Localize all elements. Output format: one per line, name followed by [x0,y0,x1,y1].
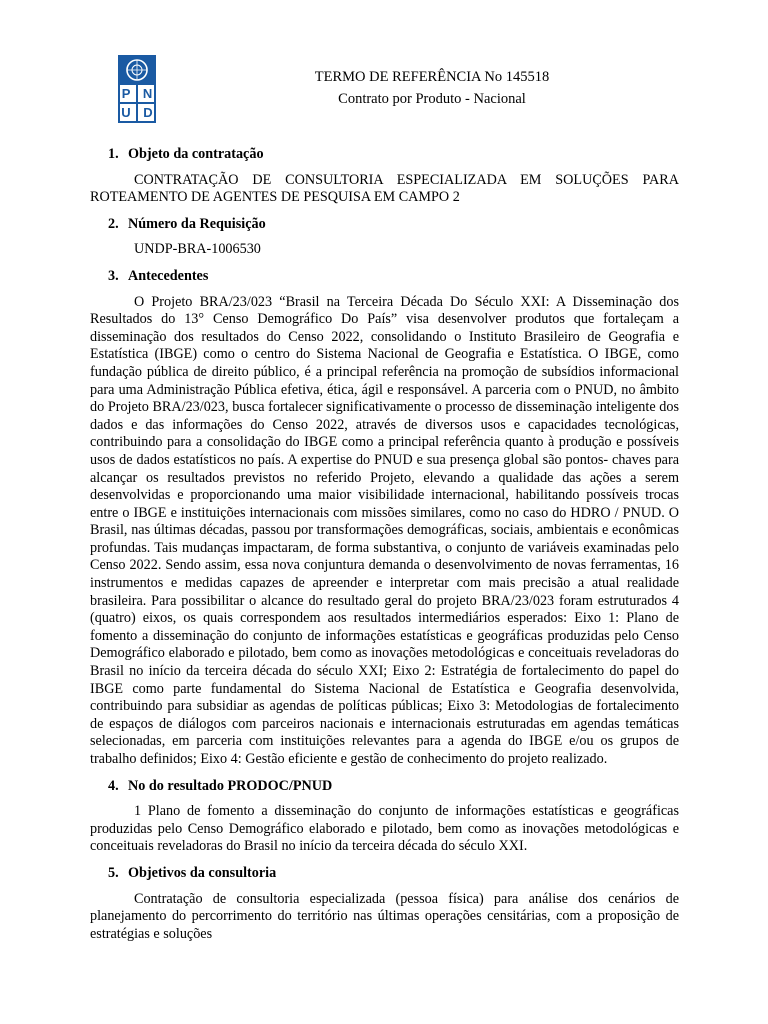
section-2-text: UNDP-BRA-1006530 [134,241,261,258]
section-3-title: Antecedentes [128,267,209,284]
section-1-title: Objeto da contratação [128,146,264,162]
section-5-heading [90,865,679,883]
document-title: TERMO DE REFERÊNCIA No 145518 [314,69,550,85]
section-4-text: 1 Plano de fomento a disseminação do conjunto de informações estatísticas e geográficas produzidas pelo Censo Demográfico elaborado e pilotado, bem como as inovações metodológicas e conceituais reveladoras do Brasil no início da terceira década do século XXI. [90,803,679,855]
section-3-number: 3. [108,267,119,284]
section-2-heading [90,216,679,234]
section-4-heading [90,778,679,796]
undp-logo [118,55,156,123]
undp-logo-letters-bottom: U D [121,105,153,120]
undp-logo-letters-top: P N [121,86,153,101]
section-5-number: 5. [108,864,119,881]
section-2-number: 2. [108,215,119,232]
section-2-title: Número da Requisição [128,215,266,232]
section-1-text: CONTRATAÇÃO DE CONSULTORIA ESPECIALIZADA EM SOLUÇÕES PARA ROTEAMENTO DE AGENTES DE PESQUISA EM CAMPO 2 [90,171,679,206]
section-1-heading [90,146,679,164]
section-3-text: O Projeto BRA/23/023 “Brasil na Terceira Década Do Século XXI: A Disseminação dos Resultados do 13° Censo Demográfico Do País” visa desenvolver produtos que fortaleçam a disseminação dos resultados do Censo 2022, consolidando o Instituto Brasileiro de Geografia e Estatística (IBGE) como o centro do Sistema Nacional de Geografia e Estatística. O IBGE, como fundação pública de direito público, é a principal referência na promoção de subsídios informacional para uma Administração Pública efetiva, ética, ágil e responsável. A parceria com o PNUD, no âmbito do Projeto BRA/23/023, busca fortalecer significativamente o processo de disseminação inteligente dos dados e das informações do Censo 2022, através de diversos usos e capacidades tecnológicas, contribuindo para a consolidação do IBGE como a principal referência quanto à produção e possíveis usos de dados estatísticos no país. A expertise do PNUD e sua presença global são pontos- chaves para alcançar os resultados previstos no referido Projeto, elevando a qualidade das ações a serem desenvolvidas e proporcionando uma maior visibilidade internacional, habilitando possíveis trocas entre o IBGE e instituições internacionais com missões similares, como no caso do HDRO / PNUD. O Brasil, nas últimas décadas, passou por transformações demográficas, sociais, ambientais e econômicas profundas. Tais mudanças impactaram, de forma substantiva, o conjunto de variáveis examinadas pelo Censo 2022. Sendo assim, essa nova conjuntura demanda o desenvolvimento de novas ferramentas, 16 instrumentos e medidas capazes de apreender e interpretar com mais precisão a atual realidade brasileira. Para possibilitar o alcance do resultado geral do projeto BRA/23/023 foram estruturados 4 (quatro) eixos, os quais correspondem aos resultados intermediários esperados: Eixo 1: Plano de fomento a disseminação do conjunto de informações estatísticas e geográficas produzidas pelo Censo Demográfico elaborado e pilotado, bem como as inovações metodológicas e conceituais reveladoras do Brasil no início da terceira década do século XXI; Eixo 2: Estratégia de fortalecimento do papel do IBGE como parte fundamental do Sistema Nacional de Estatística e Geografia desenvolvida, contribuindo para subsidiar as agendas de políticas públicas; Eixo 3: Metodologias de fortalecimento de espaços de diálogos com parceiros nacionais e internacionais estruturadas em agendas temáticas selecionadas, em parceria com instituições relevantes para a agenda do IBGE e/ou os grupos de trabalho definidos; Eixo 4: Gestão eficiente e gestão de conhecimento do projeto realizado. [90,293,679,767]
section-4-title: No do resultado PRODOC/PNUD [128,777,333,794]
section-3-heading [90,268,679,286]
document-header [200,66,664,110]
section-5-text: Contratação de consultoria especializada (pessoa física) para análise dos cenários de planejamento do percorrimento do território nas últimas operações censitárias, com a proposição de estratégias e soluções [90,890,679,942]
document-body [90,146,679,943]
section-5-title: Objetivos da consultoria [128,864,277,881]
section-4-number: 4. [108,777,119,794]
document-subtitle: Contrato por Produto - Nacional [338,91,526,107]
section-1-number: 1. [108,146,119,162]
